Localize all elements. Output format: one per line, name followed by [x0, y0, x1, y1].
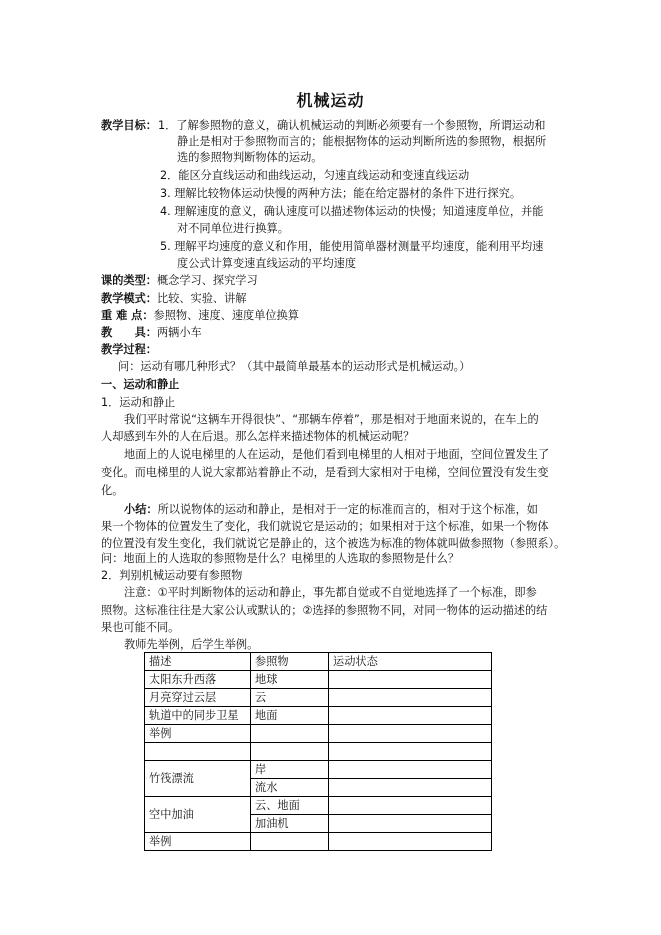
table-cell: 轨道中的同步卫星 — [145, 707, 251, 725]
table-header-row — [145, 653, 492, 671]
meta-label: 教学模式： — [101, 292, 157, 305]
note-line-2: 照物。这标准往往是大家公认或默认的；②选择的参照物不同，对同一物体的运动描述的结 — [101, 604, 548, 617]
note-line-1: 注意：①平时判断物体的运动和静止，事先都自觉或不自觉地选择了一个标准，即参 — [124, 586, 537, 599]
subsection-1-heading: 1．运动和静止 — [101, 396, 176, 409]
meta-value: 概念学习、探究学习 — [156, 274, 258, 287]
table-cell — [329, 689, 492, 707]
meta-process-label: 教学过程： — [101, 343, 157, 356]
table-cell-merged: 空中加油 — [145, 797, 251, 833]
subsection-2-heading: 2．判别机械运动要有参照物 — [101, 569, 243, 582]
summary-text: 所以说物体的运动和静止，是相对于一定的标准而言的，相对于这个标准，如 — [157, 503, 538, 516]
table-cell — [329, 671, 492, 689]
table-cell: 岸 — [251, 761, 329, 779]
table-row — [145, 725, 492, 743]
goal-5-line-1: 5. 理解平均速度的意义和作用，能使用简单器材测量平均速度，能利用平均速 — [160, 240, 544, 253]
table-cell: 流水 — [251, 779, 329, 797]
goal-1-line-2: 静止是相对于参照物而言的；能根据物体的运动判断所选的参照物，根据所 — [177, 135, 547, 148]
summary-line-2: 果一个物体的位置发生了变化，我们就说它是运动的；如果相对于这个标准，如果一个物体 — [101, 520, 549, 533]
meta-label: 课的类型： — [101, 274, 157, 287]
goals-label: 教学目标： — [101, 119, 157, 132]
meta-label: 重 难 点： — [101, 309, 154, 322]
goal-1-line-3: 选的参照物判断物体的运动。 — [177, 151, 323, 164]
section-1-heading: 一、运动和静止 — [101, 378, 180, 391]
summary-line-1 — [124, 502, 538, 517]
table-cell-merged: 竹筏漂流 — [145, 761, 251, 797]
table-cell — [329, 797, 492, 815]
para-2-line-1: 地面上的人说电梯里的人在运动，是他们看到电梯里的人相对于地面，空间位置发生了 — [124, 448, 550, 461]
table-cell — [251, 743, 329, 761]
reference-table — [144, 652, 492, 851]
table-row — [145, 833, 492, 851]
table-cell: 加油机 — [251, 815, 329, 833]
table-cell — [145, 743, 251, 761]
para-2-line-3: 化。 — [101, 484, 124, 497]
table-row — [145, 707, 492, 725]
example-intro: 教师先举例，后学生举例。 — [124, 638, 259, 651]
table-cell: 云 — [251, 689, 329, 707]
meta-value: 参照物、速度、速度单位换算 — [153, 309, 299, 322]
table-cell: 月亮穿过云层 — [145, 689, 251, 707]
summary-label: 小结： — [124, 503, 158, 516]
table-row — [145, 797, 492, 815]
document-title: 机械运动 — [296, 91, 365, 110]
summary-line-3: 的位置没有发生变化，我们就说它是静止的，这个被选为标准的物体就叫做参照物（参照系）。 — [101, 537, 566, 550]
note-line-3: 果也可能不同。 — [101, 621, 180, 634]
table-header-cell: 运动状态 — [329, 653, 492, 671]
meta-label: 教 具： — [101, 326, 157, 339]
table-cell — [329, 743, 492, 761]
table-row — [145, 743, 492, 761]
table-row — [145, 671, 492, 689]
meta-lesson-type — [101, 273, 258, 288]
goal-3: 3. 理解比较物体运动快慢的两种方法；能在给定器材的条件下进行探究。 — [160, 187, 522, 200]
para-1-line-1: 我们平时常说“这辆车开得很快”、“那辆车停着”，那是相对于地面来说的，在车上的 — [124, 413, 539, 426]
meta-value: 两辆小车 — [156, 326, 202, 339]
table-cell — [329, 725, 492, 743]
goal-4-line-1: 4. 理解速度的意义，确认速度可以描述物体运动的快慢；知道速度单位，并能 — [160, 205, 544, 218]
table-cell — [251, 833, 329, 851]
intro-question: 问：运动有哪几种形式？（其中最简单最基本的运动形式是机械运动。） — [118, 360, 471, 373]
table-row — [145, 761, 492, 779]
goal-4-line-2: 对不同单位进行换算。 — [177, 222, 289, 235]
table-cell — [329, 779, 492, 797]
table-cell: 举例 — [145, 725, 251, 743]
table-cell: 太阳东升西落 — [145, 671, 251, 689]
table-cell: 地面 — [251, 707, 329, 725]
table-cell: 云、地面 — [251, 797, 329, 815]
goal-1-line-1: 1．了解参照物的意义，确认机械运动的判断必须要有一个参照物，所谓运动和 — [158, 119, 546, 132]
table-header-cell: 参照物 — [251, 653, 329, 671]
table-cell — [251, 725, 329, 743]
table-cell: 举例 — [145, 833, 251, 851]
table-cell — [329, 815, 492, 833]
table-row — [145, 689, 492, 707]
question-2: 问：地面上的人选取的参照物是什么？电梯里的人选取的参照物是什么？ — [101, 552, 460, 565]
meta-teaching-mode — [101, 291, 246, 306]
goal-5-line-2: 度公式计算变速直线运动的平均速度 — [177, 257, 357, 270]
table-cell — [329, 833, 492, 851]
table-header-cell: 描述 — [145, 653, 251, 671]
goal-2: 2．能区分直线运动和曲线运动，匀速直线运动和变速直线运动 — [160, 169, 470, 182]
table-cell — [329, 761, 492, 779]
meta-key-points — [101, 308, 299, 323]
meta-value: 比较、实验、讲解 — [156, 292, 247, 305]
table-cell — [329, 707, 492, 725]
meta-teaching-aids — [101, 325, 202, 340]
para-2-line-2: 变化。而电梯里的人说大家都站着静止不动，是看到大家相对于电梯，空间位置没有发生变 — [101, 466, 549, 479]
table-cell: 地球 — [251, 671, 329, 689]
para-1-line-2: 人却感到车外的人在后退。那么怎样来描述物体的机械运动呢？ — [101, 430, 415, 443]
